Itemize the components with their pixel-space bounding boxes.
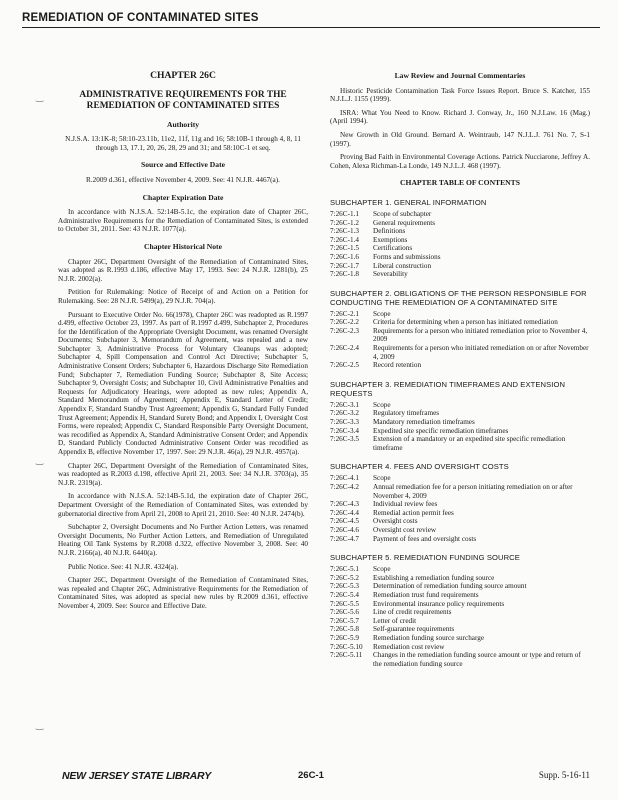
toc-entry <box>330 344 590 361</box>
toc-entry <box>330 600 590 609</box>
history-paragraph: Chapter 26C, Department Oversight of the Remediation of Contaminated Sites, was adopted as R.1993 d.186, effective May 17, 1993. See: 24 N.J.R. 1281(b), 25 N.J.R. 2002(a). <box>58 257 308 283</box>
section-number: 7:26C-1.3 <box>330 227 359 236</box>
section-number: 7:26C-5.4 <box>330 590 359 599</box>
section-number: 7:26C-4.7 <box>330 534 359 543</box>
toc-entry <box>330 310 590 319</box>
section-number: 7:26C-5.1 <box>330 565 359 574</box>
review-entry: Proving Bad Faith in Environmental Coverage Actions. Patrick Nucciarone, Jeffrey A. Cohen, Alexa Richman-La Londe, 149 N.J.L.J. 468 (1997). <box>330 153 590 170</box>
section-number: 7:26C-2.4 <box>330 344 359 353</box>
section-title: Scope <box>373 474 391 483</box>
toc-entry <box>330 270 590 279</box>
section-title: Remediation funding source surcharge <box>373 633 485 642</box>
section-title: Expedited site specific remediation timeframes <box>373 426 509 435</box>
toc-entry <box>330 474 590 483</box>
history-paragraph: Chapter 26C, Department Oversight of the Remediation of Contaminated Sites, was readopted as R.2003 d.198, effective April 21, 2003. See: 34 N.J.R. 3703(a), 35 N.J.R. 2319(a). <box>58 461 308 487</box>
section-number: 7:26C-1.6 <box>330 252 359 261</box>
review-entry: ISRA: What You Need to Know. Richard J. Conway, Jr., 160 N.J.Law. 16 (Mag.) (April 1994). <box>330 108 590 126</box>
section-title: Scope of subchapter <box>373 209 432 218</box>
review-entry: New Growth in Old Ground. Bernard A. Weintraub, 147 N.J.L.J. 761 No. 7, S-1 (1997). <box>330 130 590 148</box>
toc-entry <box>330 565 590 574</box>
section-title: Establishing a remediation funding source <box>373 573 495 582</box>
section-title: Record retention <box>373 361 422 370</box>
section-title: Determination of remediation funding source amount <box>373 582 527 591</box>
section-title: Severability <box>373 270 408 279</box>
section-number: 7:26C-4.4 <box>330 508 359 517</box>
history-paragraph: Subchapter 2, Oversight Documents and No Further Action Letters, was renamed Oversight Documents, No Further Action Letters, and Remediation of Unregulated Heating Oil Tank Systems by R.2008 d.322, effective November 3, 2008. See: 40 N.J.R. 2166(a), 40 N.J.R. 6440(a). <box>58 523 308 557</box>
subchapter-heading: SUBCHAPTER 2. OBLIGATIONS OF THE PERSON RESPONSIBLE FOR CONDUCTING THE REMEDIATION OF A CONTAMINATED SITE <box>330 288 587 307</box>
page-footer <box>62 770 590 788</box>
toc-entry <box>330 318 590 327</box>
review-entry: Historic Pesticide Contamination Task Force Issues Report. Bruce S. Katcher, 155 N.J.L.J. 1155 (1999). <box>330 86 590 104</box>
section-number: 7:26C-4.6 <box>330 525 359 534</box>
section-number: 7:26C-3.2 <box>330 409 359 418</box>
section-title: Letter of credit <box>373 616 417 625</box>
section-title: Remediation trust fund requirements <box>373 590 479 599</box>
section-number: 7:26C-5.11 <box>330 651 363 660</box>
toc-entry <box>330 219 590 228</box>
toc-entry <box>330 361 590 370</box>
section-number: 7:26C-4.3 <box>330 500 359 509</box>
section-number: 7:26C-1.7 <box>330 261 359 270</box>
section-number: 7:26C-2.2 <box>330 318 359 327</box>
toc-entry <box>330 517 590 526</box>
margin-mark: ‿ <box>36 455 44 465</box>
authority-heading: Authority <box>166 119 200 129</box>
margin-mark: ‿ <box>36 92 44 102</box>
expiration-text: In accordance with N.J.S.A. 52:14B-5.1c, the expiration date of Chapter 26C, Administrative Requirements for the Remediation of Contaminated Sites, is extended to October 31, 2011. See: 43 N.J.R. 1077(a). <box>58 208 308 234</box>
review-heading: Law Review and Journal Commentaries <box>394 71 526 80</box>
section-number: 7:26C-5.2 <box>330 573 359 582</box>
section-title: Scope <box>373 400 391 409</box>
section-number: 7:26C-2.5 <box>330 361 359 370</box>
section-number: 7:26C-3.5 <box>330 435 359 444</box>
supplement-date: Supp. 5-16-11 <box>538 770 590 780</box>
history-heading: Chapter Historical Note <box>144 241 222 251</box>
toc-entry <box>330 435 590 452</box>
toc-entry <box>330 591 590 600</box>
toc-entry <box>330 643 590 652</box>
section-number: 7:26C-5.3 <box>330 582 359 591</box>
toc-entry <box>330 617 590 626</box>
section-number: 7:26C-1.5 <box>330 244 359 253</box>
section-title: Line of credit requirements <box>373 608 452 617</box>
section-number: 7:26C-5.7 <box>330 616 359 625</box>
toc-entry <box>330 500 590 509</box>
section-number: 7:26C-2.1 <box>330 309 359 318</box>
section-title: Oversight costs <box>373 517 418 526</box>
toc-heading: CHAPTER TABLE OF CONTENTS <box>400 178 520 188</box>
section-number: 7:26C-1.1 <box>330 209 359 218</box>
toc-entry <box>330 236 590 245</box>
history-paragraph: Public Notice. See: 41 N.J.R. 4324(a). <box>68 562 179 571</box>
source-heading: Source and Effective Date <box>140 160 225 170</box>
chapter-number: CHAPTER 26C <box>150 70 216 81</box>
toc-entry <box>330 262 590 271</box>
section-number: 7:26C-4.5 <box>330 517 359 526</box>
section-number: 7:26C-3.4 <box>330 426 359 435</box>
expiration-heading: Chapter Expiration Date <box>142 192 224 202</box>
table-of-contents <box>330 198 590 668</box>
authority-text: N.J.S.A. 13:1K-8; 58:10-23.11b, 11e2, 11f, 11g and 16; 58:10B-1 through 4, 8, 11 through 13, 17.1, 20, 26, 28, 29 and 31; and 58:10C-1 et seq. <box>65 135 301 152</box>
section-title: Remediation cost review <box>373 642 445 651</box>
section-number: 7:26C-4.2 <box>330 483 359 491</box>
toc-entry <box>330 483 590 500</box>
section-title: Changes in the remediation funding source amount or type and return of the remediation funding source <box>373 651 581 668</box>
toc-entry <box>330 253 590 262</box>
toc-entry <box>330 574 590 583</box>
toc-entry <box>330 634 590 643</box>
section-title: Definitions <box>373 227 406 236</box>
section-number: 7:26C-5.6 <box>330 608 359 617</box>
toc-entry <box>330 227 590 236</box>
toc-entry <box>330 625 590 634</box>
history-paragraph: In accordance with N.J.S.A. 52:14B-5.1d, the expiration date of Chapter 26C, Department Oversight of the Remediation of Contaminated Sites, was extended by gubernatorial directive from April 21, 2008 to April 21, 2010. See: 40 N.J.R. 2474(b). <box>58 492 308 518</box>
section-title: Annual remediation fee for a person initiating remediation on or after November 4, 2009 <box>373 483 573 500</box>
section-number: 7:26C-4.1 <box>330 474 359 483</box>
section-title: Forms and submissions <box>373 252 441 261</box>
toc-entry <box>330 535 590 544</box>
toc-entry <box>330 327 590 344</box>
section-number: 7:26C-3.3 <box>330 418 359 427</box>
section-number: 7:26C-5.10 <box>330 642 363 651</box>
section-number: 7:26C-1.8 <box>330 270 359 279</box>
section-title: Individual review fees <box>373 500 438 509</box>
section-title: Liberal construction <box>373 261 432 270</box>
toc-entry <box>330 409 590 418</box>
toc-entry <box>330 418 590 427</box>
subchapter-heading: SUBCHAPTER 5. REMEDIATION FUNDING SOURCE <box>330 553 520 563</box>
history-paragraph: Petition for Rulemaking: Notice of Receipt of and Action on a Petition for Rulemaking. See: 28 N.J.R. 5499(a), 29 N.J.R. 704(a). <box>58 288 308 305</box>
section-title: General requirements <box>373 218 436 227</box>
section-title: Requirements for a person who initiated remediation on or after November 4, 2009 <box>373 344 589 361</box>
section-number: 7:26C-5.9 <box>330 633 359 642</box>
section-number: 7:26C-3.1 <box>330 400 359 409</box>
toc-entry <box>330 427 590 436</box>
header-title: REMEDIATION OF CONTAMINATED SITES <box>22 12 259 24</box>
toc-entry <box>330 244 590 253</box>
section-title: Remedial action permit fees <box>373 508 454 517</box>
history-paragraph: Pursuant to Executive Order No. 66(1978), Chapter 26C was readopted as R.1997 d.499, effective October 23, 1997. As part of R.1997 d.499, Subchapter 2, Procedures for the Identification of the Appropriate Oversight Document, was renamed Oversight Documents; Subchapter 3, Memorandum of Agreement, was repealed and a new Subchapter 3, Administrative Process for Voluntary Cleanups was adopted; Subchapter 4, Spill Compensation and Control Act Directive; Subchapter 5, Administrative Consent Orders; Subchapter 6, Hazardous Discharge Site Remediation Fund; Subchapter 7, Remediation Funding Source; Subchapter 8, Site Access; Subchapter 9, Oversight Costs; and Subchapter 10, Civil Administrative Penalties and Requests for Adjudicatory Hearings, were adopted as new rules; Appendix A, Standard Memorandum of Agreement; Appendix E, Standard Letter of Credit; Appendix F, Standard Standby Trust Agreement; Appendix G, Standard Fully Funded Trust Agreement; Appendix H, Standard Surety Bond; and Appendix I, Oversight Cost Forms, were repealed; Appendix C, Standard Responsible Party Oversight Document, was recodified as Appendix A, Standard Administrative Consent Order; and Appendix D, Standard Publicly Conducted Administrative Consent Order was recodified as Appendix B, effective November 17, 1997. See: 29 N.J.R. 46(a), 29 N.J.R. 4957(a). <box>58 310 308 456</box>
chapter-title: ADMINISTRATIVE REQUIREMENTS FOR THE REMEDIATION OF CONTAMINATED SITES <box>79 89 287 111</box>
section-title: Extension of a mandatory or an expedited site specific remediation timeframe <box>373 435 566 452</box>
left-column <box>58 72 308 616</box>
header-rule <box>22 27 600 28</box>
section-title: Scope <box>373 309 391 318</box>
subchapter-heading: SUBCHAPTER 3. REMEDIATION TIMEFRAMES AND EXTENSION REQUESTS <box>330 379 566 398</box>
toc-entry <box>330 401 590 410</box>
page-number: 26C-1 <box>298 770 324 781</box>
history-paragraph: Chapter 26C, Department Oversight of the Remediation of Contaminated Sites, was repealed and Chapter 26C, Administrative Requirements for the Remediation of Contaminated Sites, was adopted as special new rules by R.2009 d.361, effective November 4, 2009. See: Source and Effective Date. <box>58 576 308 610</box>
toc-entry <box>330 509 590 518</box>
right-column <box>330 72 590 668</box>
section-title: Exemptions <box>373 235 408 244</box>
toc-entry <box>330 651 590 668</box>
section-number: 7:26C-1.4 <box>330 235 359 244</box>
section-title: Environmental insurance policy requirements <box>373 599 505 608</box>
section-number: 7:26C-5.5 <box>330 599 359 608</box>
library-stamp: NEW JERSEY STATE LIBRARY <box>62 770 212 782</box>
section-title: Certifications <box>373 244 413 253</box>
section-title: Requirements for a person who initiated remediation prior to November 4, 2009 <box>373 326 588 344</box>
section-number: 7:26C-5.8 <box>330 625 359 634</box>
toc-entry <box>330 582 590 591</box>
section-title: Payment of fees and oversight costs <box>373 534 477 543</box>
section-title: Oversight cost review <box>373 525 437 534</box>
section-title: Criteria for determining when a person has initiated remediation <box>373 318 558 327</box>
toc-entry <box>330 210 590 219</box>
margin-mark: ‿ <box>36 720 44 730</box>
section-title: Mandatory remediation timeframes <box>373 418 475 427</box>
section-title: Self-guarantee requirements <box>373 625 455 634</box>
source-text: R.2009 d.361, effective November 4, 2009. See: 41 N.J.R. 4467(a). <box>86 175 280 184</box>
subchapter-heading: SUBCHAPTER 1. GENERAL INFORMATION <box>330 197 487 207</box>
section-number: 7:26C-2.3 <box>330 326 359 335</box>
running-header <box>22 12 600 28</box>
toc-entry <box>330 608 590 617</box>
section-number: 7:26C-1.2 <box>330 218 359 227</box>
section-title: Scope <box>373 565 391 574</box>
subchapter-heading: SUBCHAPTER 4. FEES AND OVERSIGHT COSTS <box>330 462 509 472</box>
toc-entry <box>330 526 590 535</box>
section-title: Regulatory timeframes <box>373 409 440 418</box>
